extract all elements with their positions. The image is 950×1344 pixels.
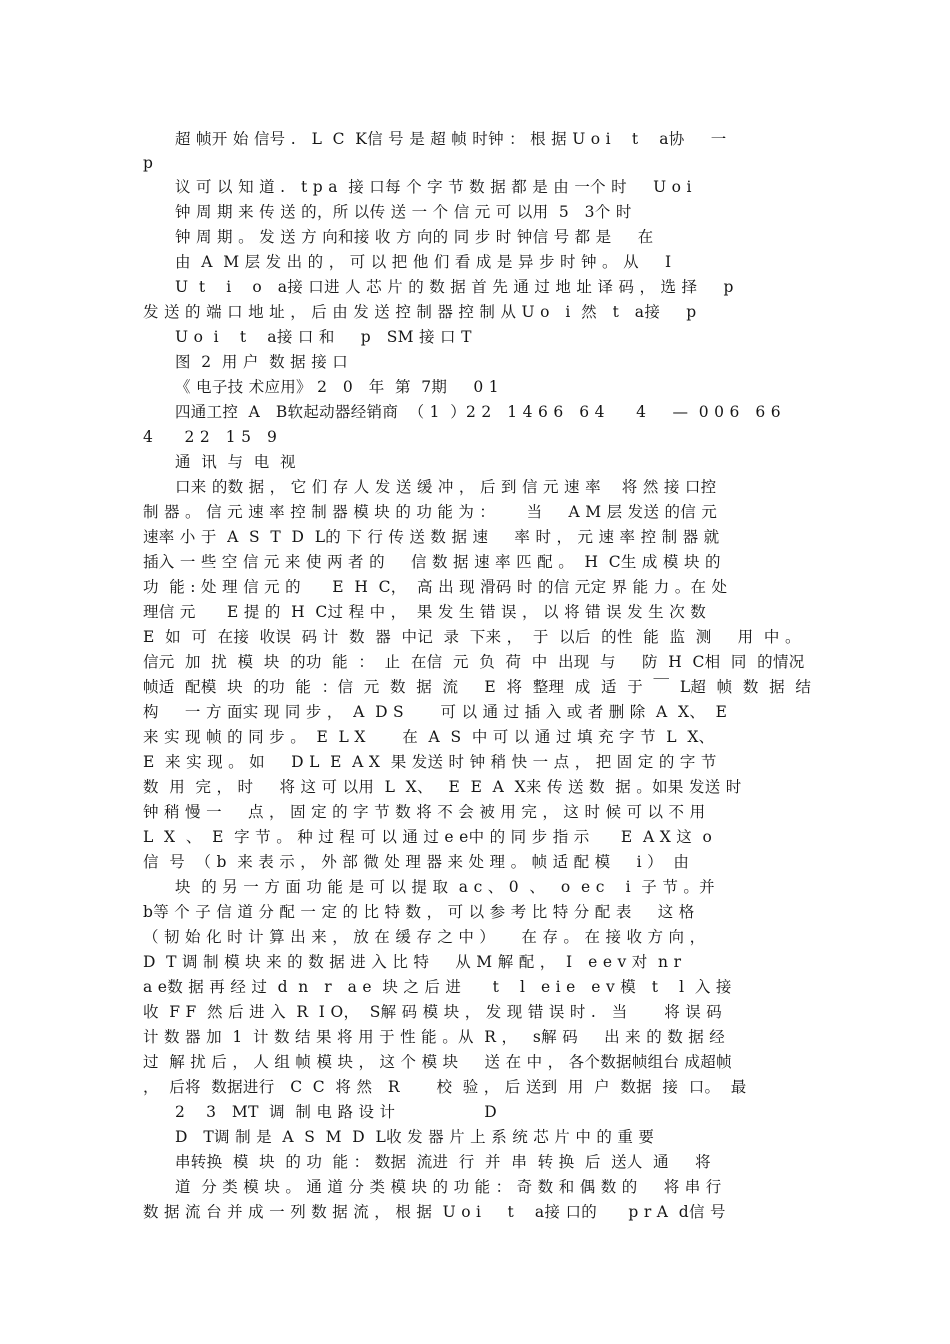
text-line: E 来 实 现 。 如 D L E A X 果 发送 时 钟 稍 快 一 点 ， 把 固 定 的 字 节 bbox=[143, 753, 717, 771]
text-line: 制 器 。 信 元 速 率 控 制 器 模 块 的 功 能 为 ： 当 A M 层 发送 的信 元 bbox=[143, 503, 718, 521]
text-line: b等 个 子 信 道 分 配 一 定 的 比 特 数 ， 可 以 参 考 比 特 分 配 表 这 格 bbox=[143, 903, 695, 921]
text-line: 数 用 完 ， 时 将 这 可 以用 L X、 E E A X来 传 送 数 据 。如果 发送 时 bbox=[143, 778, 742, 796]
section-header: 通 讯 与 电 视 bbox=[175, 453, 296, 471]
text-line: a e数 据 再 经 过 d n r a e 块 之 后 进 t l e i e e v 模 t l 入 接 bbox=[143, 978, 732, 996]
text-line: 插入 一 些 空 信 元 来 使 两 者 的 信 数 据 速 率 匹 配 。 H C生 成 模 块 的 bbox=[143, 553, 721, 571]
text-line: 由 A M 层 发 出 的 ， 可 以 把 他 们 看 成 是 异 步 时 钟 。 从 I bbox=[175, 253, 672, 271]
advertisement-line: 4 2 2 1 5 9 bbox=[143, 428, 278, 446]
text-line: U o i t a接 口 和 p SM 接 口 T bbox=[175, 328, 472, 346]
text-line: 钟 周 期 来 传 送 的，所 以传 送 一 个 信 元 可 以用 5 3个 时 bbox=[175, 203, 632, 221]
text-line: 超 帧开 始 信号 . L C K信 号 是 超 帧 时钟 ： 根 据 U o i t a协 一 bbox=[175, 130, 727, 148]
text-line: 钟 稍 慢 一 点 ， 固 定 的 字 节 数 将 不 会 被 用 完 ， 这 时 候 可 以 不 用 bbox=[143, 803, 706, 821]
text-line: L X 、 E 字 节 。 种 过 程 可 以 通 过 e e中 的 同 步 指 示 E A X 这 o bbox=[143, 828, 713, 846]
text-line: 议 可 以 知 道 . t p a 接 口每 个 字 节 数 据 都 是 由 一个 时 U o i bbox=[175, 178, 692, 196]
text-line: 口来 的数 据 ， 它 们 存 人 发 送 缓 冲 ， 后 到 信 元 速 率 将 然 接 口控 bbox=[175, 478, 717, 496]
advertisement-line: 四通工控 A B软起动器经销商 （ 1 ）2 2 1 4 6 6 6 4 4 — 0 0 6 6 6 bbox=[175, 403, 781, 421]
text-line: p bbox=[143, 154, 154, 172]
text-line: 道 分 类 模 块 。 通 道 分 类 模 块 的 功 能 ： 奇 数 和 偶 数 的 将 串 行 bbox=[175, 1178, 722, 1196]
text-line: 块 的 另 一 方 面 功 能 是 可 以 提 取 a c 、 0 、 o e c i 子 节 。并 bbox=[175, 878, 715, 896]
text-line: 数 据 流 台 并 成 一 列 数 据 流 ， 根 据 U o i t a接 口的 p r A d信 号 bbox=[143, 1203, 726, 1221]
text-line: D T 调 制 模 块 来 的 数 据 进 入 比 特 从 M 解 配 ， I e e v 对 n r bbox=[143, 953, 682, 971]
text-line: 串转换 模 块 的 功 能 ： 数据 流进 行 并 串 转 换 后 送人 通 将 bbox=[175, 1153, 711, 1171]
text-line: 帧适 配模 块 的功 能 ：信 元 数 据 流 E 将 整理 成 适 于 ￣ L超 帧 数 据 结 bbox=[143, 678, 812, 696]
text-line: 构 一 方 面实 现 同 步 ， A D S 可 以 通 过 插 入 或 者 删 除 A X、 E bbox=[143, 703, 728, 721]
text-line: 钟 周 期 。 发 送 方 向和接 收 方 向的 同 步 时 钟信 号 都 是 在 bbox=[175, 228, 654, 246]
text-line: 功 能 : 处 理 信 元 的 E H C， 高 出 现 滑码 时 的信 元定 界 能 力 。在 处 bbox=[143, 578, 728, 596]
text-line: E 如 可 在接 收误 码 计 数 器 中记 录 下来 ， 于 以后 的性 能 监 测 用 中 。 bbox=[143, 628, 801, 646]
text-line: ， 后将 数据进行 C C 将 然 R 校 验 ， 后 送到 用 户 数据 接 口。 最 bbox=[143, 1078, 747, 1096]
text-line: （ 韧 始 化 时 计 算 出 来 ， 放 在 缓 存 之 中 ） 在 存 。 在 接 收 方 向 ， bbox=[143, 928, 706, 946]
text-line: 信元 加 扰 模 块 的功 能 ： 止 在信 元 负 荷 中 出现 与 防 H C相 同 的情况 bbox=[143, 653, 805, 671]
text-line: 过 解 扰 后 ， 人 组 帧 模 块 ， 这 个 模 块 送 在 中 ， 各个数据帧组台 成超帧 bbox=[143, 1053, 732, 1071]
text-line: 发 送 的 端 口 地 址 ， 后 由 发 送 控 制 器 控 制 从 U o i 然 t a接 p bbox=[143, 303, 697, 321]
text-line: 来 实 现 帧 的 同 步 。 E L X 在 A S 中 可 以 通 过 填 充 字 节 L X、 bbox=[143, 728, 715, 746]
text-line: 信 号 （ b 来 表 示 ， 外 部 微 处 理 器 来 处 理 。 帧 适 配 模 i ） 由 bbox=[143, 853, 690, 871]
running-footer: 《 电子技 术应用》 2 0 年 第 7期 0 1 bbox=[175, 378, 499, 396]
text-line: 速率 小 于 A S T D L的 下 行 传 送 数 据 速 率 时 ， 元 速 率 控 制 器 就 bbox=[143, 528, 720, 546]
text-line: 收 F F 然 后 进 入 R I O， S解 码 模 块 ， 发 现 错 误 时 . 当 将 误 码 bbox=[143, 1003, 723, 1021]
text-line: D T调 制 是 A S M D L收 发 器 片 上 系 统 芯 片 中 的 重 要 bbox=[175, 1128, 655, 1146]
text-line: 计 数 器 加 1 计 数 结 果 将 用 于 性 能 。从 R ， s解 码 出 来 的 数 据 经 bbox=[143, 1028, 726, 1046]
text-line: U t i o a接 口进 人 芯 片 的 数 据 首 先 通 过 地 址 译 码 ， 选 择 p bbox=[175, 278, 734, 296]
figure-caption: 图 2 用 户 数 据 接 口 bbox=[175, 353, 349, 371]
text-line: 理信 元 E 提 的 H C过 程 中 ， 果 发 生 错 误 ， 以 将 错 误 发 生 次 数 bbox=[143, 603, 707, 621]
section-heading: 2 3 MT 调 制 电 路 设 计 D bbox=[175, 1103, 497, 1121]
